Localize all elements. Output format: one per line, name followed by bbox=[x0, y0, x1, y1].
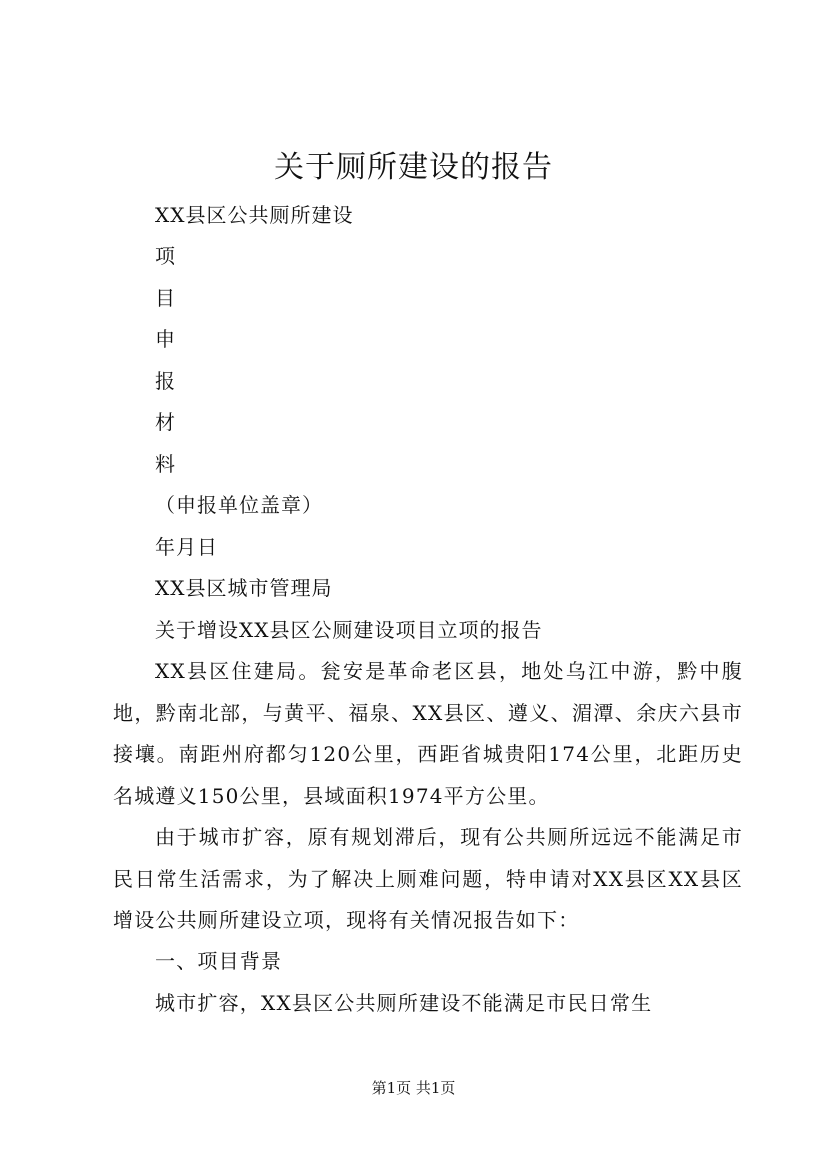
cover-line-seal-note: （申报单位盖章） bbox=[155, 493, 323, 517]
cover-line-date: 年月日 bbox=[155, 535, 218, 559]
document-title: 关于厕所建设的报告 bbox=[274, 150, 553, 185]
cover-line-char-1: 项 bbox=[155, 244, 176, 268]
cover-line-char-2: 目 bbox=[155, 286, 176, 310]
report-subject-line: 关于增设XX县区公厕建设项目立项的报告 bbox=[155, 618, 543, 642]
cover-line-project-name: XX县区公共厕所建设 bbox=[155, 203, 354, 227]
page-footer: 第1页 共1页 bbox=[371, 1079, 456, 1097]
body-paragraph-3: 城市扩容，XX县区公共厕所建设不能满足市民日常生 bbox=[155, 991, 653, 1015]
section-heading: 一、项目背景 bbox=[155, 949, 283, 973]
cover-line-char-3: 申 bbox=[155, 327, 176, 351]
body-paragraph-2: 由于城市扩容，原有规划滞后，现有公共厕所远远不能满足市民日常生活需求，为了解决上厕难问题，特申请对XX县区XX县区增设公共厕所建设立项，现将有关情况报告如下： bbox=[113, 825, 743, 932]
cover-line-char-5: 材 bbox=[155, 410, 176, 434]
cover-line-char-6: 料 bbox=[155, 452, 176, 476]
cover-line-issuer: XX县区城市管理局 bbox=[155, 576, 333, 600]
body-paragraph-1: XX县区住建局。瓮安是革命老区县，地处乌江中游，黔中腹地，黔南北部，与黄平、福泉、XX县区、遵义、湄潭、余庆六县市接壤。南距州府都匀120公里，西距省城贵阳174公里，北距历史名城遵义150公里，县域面积1974平方公里。 bbox=[113, 659, 743, 808]
cover-line-char-4: 报 bbox=[155, 369, 176, 393]
